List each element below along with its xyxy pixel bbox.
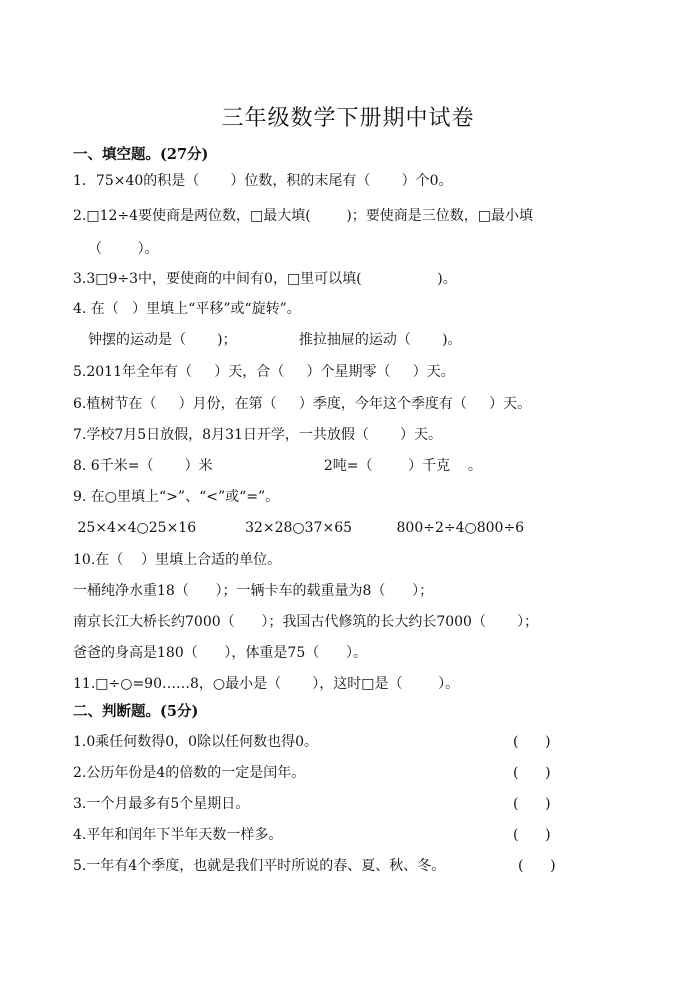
- question-line: 3.3□9÷3中，要使商的中间有0，□里可以填( )。: [73, 271, 457, 287]
- question-line: 9. 在○里填上“>”、“<”或“=”。: [73, 489, 280, 505]
- answer-blank: ( ): [513, 796, 551, 812]
- section-1-heading: 一、填空题。(27分): [73, 146, 209, 163]
- question-line: 南京长江大桥长约7000（ ）；我国古代修筑的长大约长7000（ ）；: [73, 614, 539, 630]
- page-title: 三年级数学下册期中试卷: [221, 106, 475, 131]
- answer-blank: ( ): [518, 858, 556, 874]
- question-line: 4. 在（ ）里填上“平移”或“旋转”。: [73, 301, 301, 317]
- question-line: 一桶纯净水重18（ ）；一辆卡车的载重量为8（ ）；: [73, 583, 434, 599]
- question-line: （ ）。: [88, 241, 159, 257]
- question-line: 11.□÷○=90……8，○最小是（ ），这时□是（ ）。: [73, 676, 460, 692]
- question-line: 6.植树节在（ ）月份，在第（ ）季度，今年这个季度有（ ）天。: [73, 396, 532, 412]
- question-line: 5.2011年全年有（ ）天，合（ ）个星期零（ ）天。: [73, 364, 455, 380]
- question-line: 1．75×40的积是（ ）位数，积的末尾有（ ）个0。: [73, 173, 453, 189]
- judge-item: 4.平年和闰年下半年天数一样多。: [73, 827, 283, 843]
- question-line: 钟摆的运动是（ )； 推拉抽屉的运动（ )。: [88, 332, 462, 348]
- judge-item: 3.一个月最多有5个星期日。: [73, 796, 250, 812]
- question-line: 2.□12÷4要使商是两位数，□最大填( )；要使商是三位数，□最小填: [73, 208, 534, 224]
- question-line: 8. 6千米=（ ）米 2吨=（ ）千克 。: [73, 458, 482, 474]
- question-line: 爸爸的身高是180（ ），体重是75（ ）。: [73, 645, 367, 661]
- judge-item: 1.0乘任何数得0，0除以任何数也得0。: [73, 734, 318, 750]
- question-line: 10.在（ ）里填上合适的单位。: [73, 552, 282, 568]
- question-line: 7.学校7月5日放假，8月31日开学，一共放假（ ）天。: [73, 427, 443, 443]
- section-2-heading: 二、判断题。(5分): [73, 703, 199, 720]
- answer-blank: ( ): [513, 765, 551, 781]
- judge-item: 2.公历年份是4的倍数的一定是闰年。: [73, 765, 306, 781]
- answer-blank: ( ): [513, 734, 551, 750]
- judge-item: 5.一年有4个季度，也就是我们平时所说的春、夏、秋、冬。: [73, 858, 446, 874]
- question-line: 25×4×4○25×16 32×28○37×65 800÷2÷4○800÷6: [73, 520, 525, 536]
- answer-blank: ( ): [513, 827, 551, 843]
